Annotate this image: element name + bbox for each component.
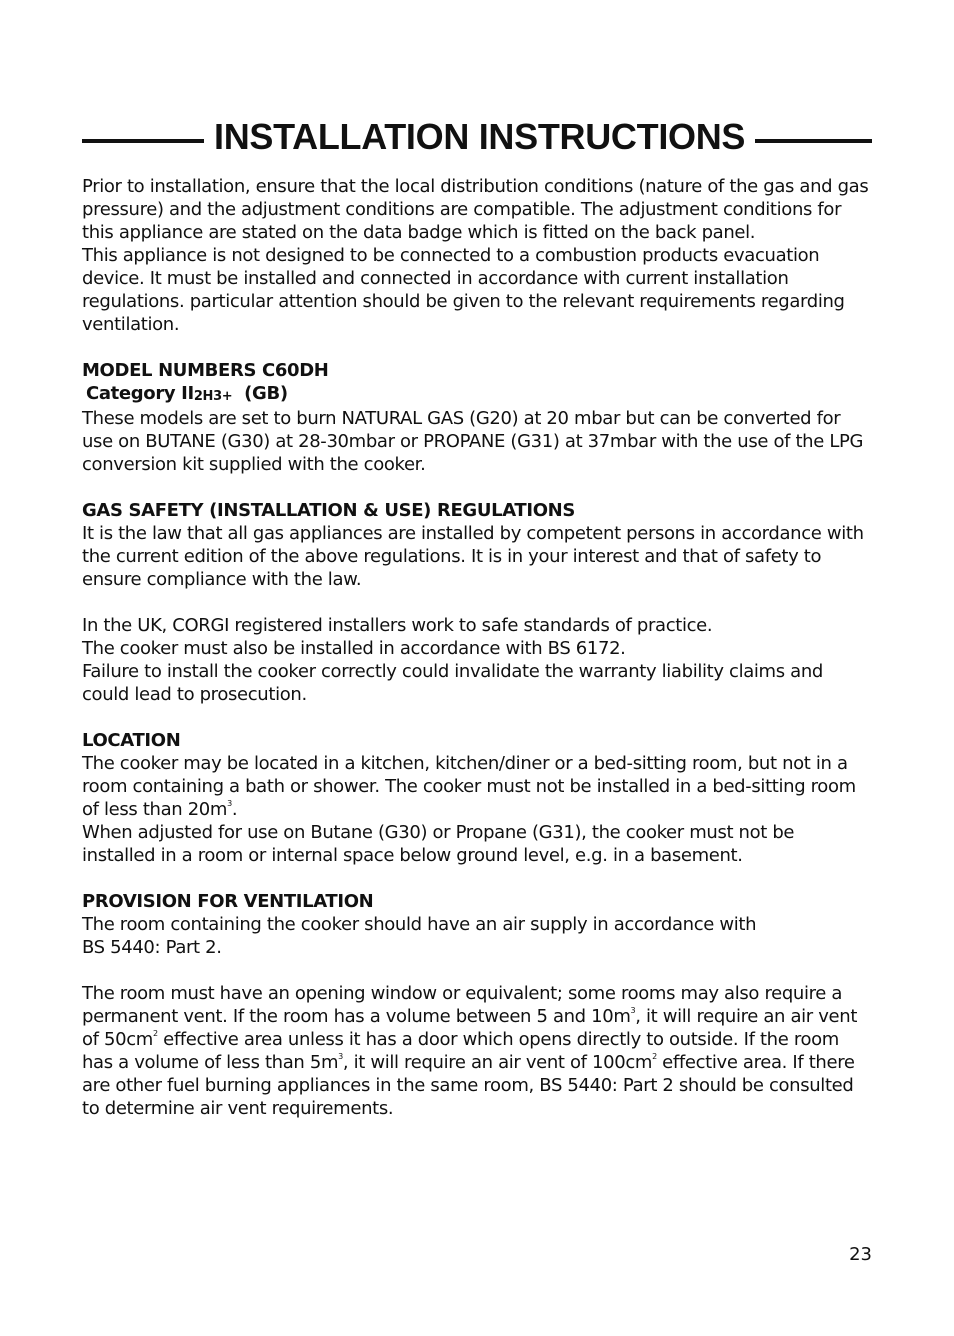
gas-safety-paragraph-1: It is the law that all gas appliances are installed by competent persons in accordance with the current edition of the above regulations. It is in your interest and that of safety to ensure compliance with the law.: [82, 523, 864, 590]
category-prefix: Category II: [86, 383, 194, 404]
gas-safety-paragraph-4: Failure to install the cooker correctly could invalidate the warranty liability claims and could lead to prosecution.: [82, 661, 823, 705]
vent-text-b: , it will require an air vent of 50cm: [82, 1006, 858, 1050]
category-line: [82, 382, 872, 407]
model-heading: MODEL NUMBERS C60DH: [82, 360, 329, 381]
body-content: [82, 175, 872, 1120]
intro-paragraph-1: Prior to installation, ensure that the local distribution conditions (nature of the gas and gas pressure) and the adjustment conditions are compatible. The adjustment conditions for this appliance are stated on the data badge which is fitted on the back panel.: [82, 176, 869, 243]
title-rule-right: [755, 139, 872, 143]
location-heading: LOCATION: [82, 730, 181, 751]
spacer: [82, 476, 872, 499]
location-paragraph-1: [82, 752, 872, 821]
vent-text-e: effective area. If there are other fuel burning appliances in the same room, BS 5440: Part 2 should be consulted to determine air vent requirements.: [82, 1052, 855, 1119]
spacer: [82, 591, 872, 614]
superscript: 3: [630, 1006, 636, 1015]
ventilation-heading: PROVISION FOR VENTILATION: [82, 891, 374, 912]
gas-safety-paragraph-2: In the UK, CORGI registered installers work to safe standards of practice.: [82, 615, 713, 636]
category-subscript: 2H3+: [193, 389, 233, 404]
spacer: [82, 706, 872, 729]
location-paragraph-2: When adjusted for use on Butane (G30) or Propane (G31), the cooker must not be installed in a room or internal space below ground level, e.g. in a basement.: [82, 822, 795, 866]
gas-safety-paragraph-3: The cooker must also be installed in accordance with BS 6172.: [82, 638, 626, 659]
page-number: 23: [849, 1244, 872, 1265]
superscript: 3: [227, 799, 232, 808]
spacer: [82, 867, 872, 890]
title-row: [82, 112, 872, 162]
superscript: 2: [152, 1029, 158, 1038]
superscript: 2: [652, 1052, 657, 1061]
title-rule-left: [82, 139, 204, 143]
intro-paragraph-2: This appliance is not designed to be connected to a combustion products evacuation device. It must be installed and connected in accordance with current installation regulations. particular attention should be given to the relevant requirements regarding ventilation.: [82, 245, 845, 335]
spacer: [82, 959, 872, 982]
model-paragraph: These models are set to burn NATURAL GAS (G20) at 20 mbar but can be converted for use on BUTANE (G30) at 28-30mbar or PROPANE (G31) at 37mbar with the use of the LPG conversion kit supplied with the cooker.: [82, 408, 864, 475]
location-p1-text: The cooker may be located in a kitchen, kitchen/diner or a bed-sitting room, but not in a room containing a bath or shower. The cooker must not be installed in a bed-sitting room of less than 20m: [82, 753, 856, 820]
category-suffix: (GB): [244, 383, 288, 404]
ventilation-paragraph-1-line-2: BS 5440: Part 2.: [82, 937, 222, 958]
vent-text-c: effective area unless it has a door which opens directly to outside. If the room has a volume of less than 5m: [82, 1029, 839, 1073]
gas-safety-heading: GAS SAFETY (INSTALLATION & USE) REGULATIONS: [82, 500, 575, 521]
ventilation-paragraph-2: [82, 982, 872, 1120]
vent-text-d: , it will require an air vent of 100cm: [342, 1052, 653, 1073]
page-title: INSTALLATION INSTRUCTIONS: [214, 116, 746, 157]
superscript: 3: [338, 1052, 343, 1061]
location-p1-end: .: [231, 799, 238, 820]
ventilation-paragraph-1-line-1: The room containing the cooker should have an air supply in accordance with: [82, 914, 757, 935]
spacer: [82, 336, 872, 359]
vent-text-a: The room must have an opening window or equivalent; some rooms may also require a permanent vent. If the room has a volume between 5 and 10m: [82, 983, 843, 1027]
